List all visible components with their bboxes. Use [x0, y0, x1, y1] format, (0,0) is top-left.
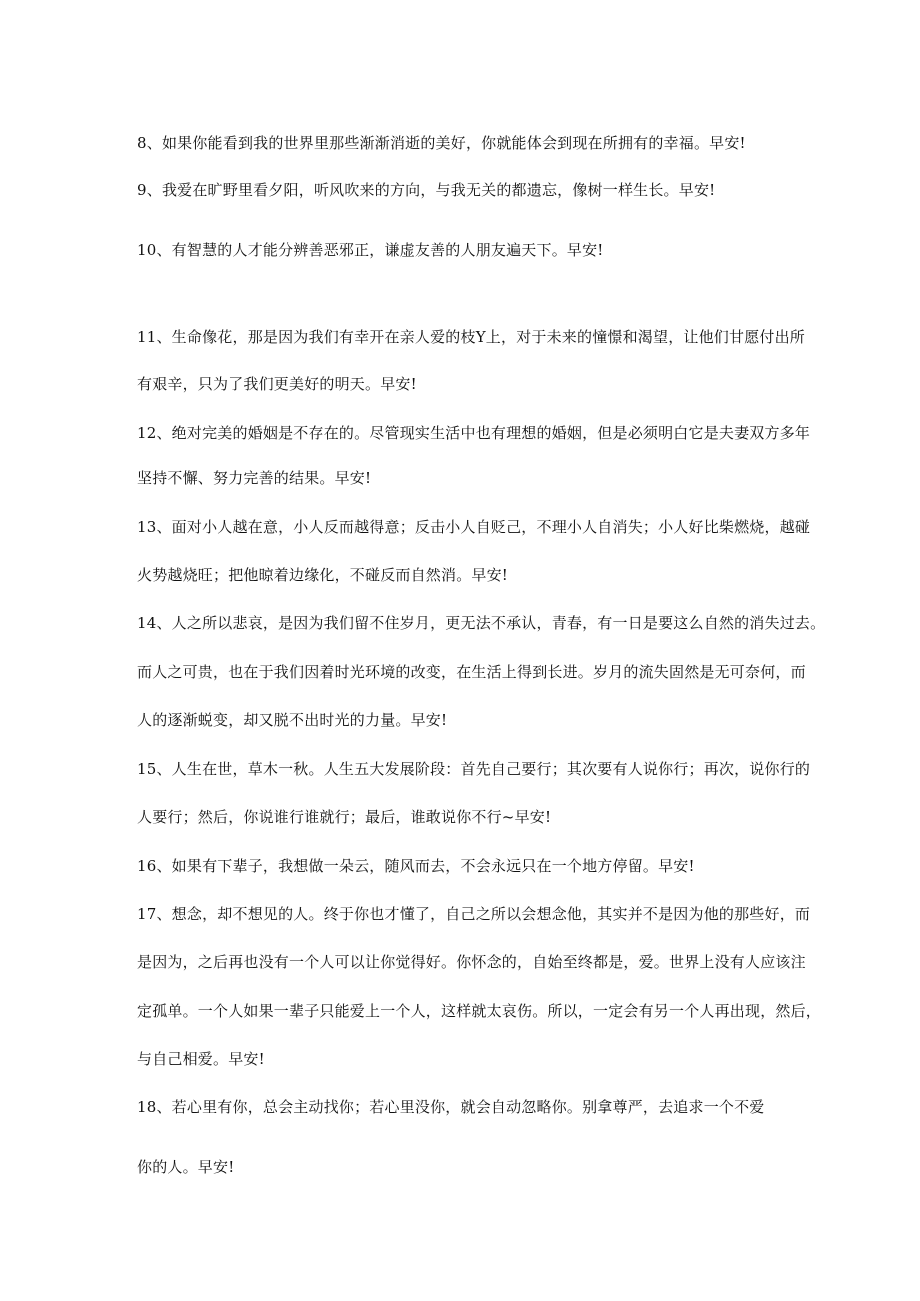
paragraph-12-line-1: 12、绝对完美的婚姻是不存在的。尽管现实生活中也有理想的婚姻，但是必须明白它是夫妻双方多年 [137, 424, 811, 442]
paragraph-18-line-1: 18、若心里有你，总会主动找你；若心里没你，就会自动忽略你。别拿尊严，去追求一个不爱 [137, 1098, 765, 1116]
paragraph-8: 8、如果你能看到我的世界里那些渐渐消逝的美好，你就能体会到现在所拥有的幸福。早安! [137, 134, 746, 152]
paragraph-15-line-1: 15、人生在世，草木一秋。人生五大发展阶段：首先自己要行；其次要有人说你行；再次，说你行的 [137, 760, 811, 778]
paragraph-18-line-2: 你的人。早安! [137, 1158, 235, 1176]
paragraph-13-line-2: 火势越烧旺；把他晾着边缘化，不碰反而自然消。早安! [137, 566, 509, 584]
paragraph-13-line-1: 13、面对小人越在意，小人反而越得意；反击小人自贬己，不理小人自消失；小人好比柴燃烧，越碰 [137, 518, 811, 536]
paragraph-11-line-1: 11、生命像花，那是因为我们有幸开在亲人爱的枝Y上，对于未来的憧憬和渴望，让他们甘愿付出所 [137, 328, 805, 346]
paragraph-17-line-4: 与自己相爱。早安! [137, 1050, 265, 1068]
paragraph-9: 9、我爱在旷野里看夕阳，听风吹来的方向，与我无关的都遗忘，像树一样生长。早安! [137, 181, 716, 199]
paragraph-17-line-1: 17、想念，却不想见的人。终于你也才懂了，自己之所以会想念他，其实并不是因为他的那些好，而 [137, 905, 811, 923]
paragraph-14-line-3: 人的逐渐蜕变，却又脱不出时光的力量。早安! [137, 711, 448, 729]
paragraph-17-line-2: 是因为，之后再也没有一个人可以让你觉得好。你怀念的，自始至终都是，爱。世界上没有人应该注 [137, 953, 806, 971]
paragraph-15-line-2: 人要行；然后，你说谁行谁就行；最后，谁敢说你不行~早安! [137, 808, 552, 826]
paragraph-17-line-3: 定孤单。一个人如果一辈子只能爱上一个人，这样就太哀伤。所以，一定会有另一个人再出现，然后， [137, 1002, 822, 1020]
paragraph-14-line-2: 而人之可贵，也在于我们因着时光环境的改变，在生活上得到长进。岁月的流失固然是无可奈何，而 [137, 663, 806, 681]
paragraph-12-line-2: 坚持不懈、努力完善的结果。早安! [137, 469, 372, 487]
paragraph-14-line-1: 14、人之所以悲哀，是因为我们留不住岁月，更无法不承认，青春，有一日是要这么自然的消失过去。 [137, 614, 826, 632]
paragraph-11-line-2: 有艰辛，只为了我们更美好的明天。早安! [137, 375, 417, 393]
paragraph-16: 16、如果有下辈子，我想做一朵云，随风而去，不会永远只在一个地方停留。早安! [137, 857, 695, 875]
paragraph-10: 10、有智慧的人才能分辨善恶邪正，谦虚友善的人朋友遍天下。早安! [137, 241, 604, 259]
